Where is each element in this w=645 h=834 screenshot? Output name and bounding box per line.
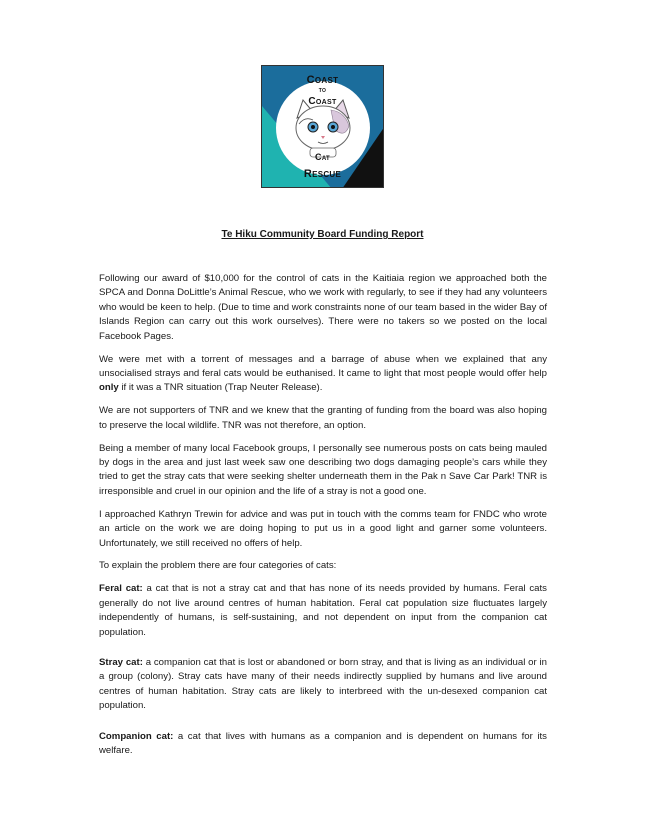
term-companion-cat: Companion cat: bbox=[99, 730, 174, 742]
term-stray-cat: Stray cat: bbox=[99, 656, 143, 668]
logo-text-to: to bbox=[318, 87, 327, 94]
report-body bbox=[99, 272, 547, 767]
coast-to-coast-cat-rescue-logo bbox=[261, 65, 384, 188]
paragraph-abuse bbox=[99, 353, 547, 396]
paragraph-abuse-tail: if it was a TNR situation (Trap Neuter Release). bbox=[118, 382, 323, 394]
definition-feral-cat bbox=[99, 582, 547, 640]
definition-companion-cat bbox=[99, 730, 547, 759]
emphasis-only: only bbox=[99, 382, 119, 394]
paragraph-advice: I approached Kathryn Trewin for advice and was put in touch with the comms team for FNDC who wrote an article on the work we are doing hoping to put us in a good light and garner some volunteers. Unfortunately, we still received no offers of help. bbox=[99, 508, 547, 549]
logo-text-coast-2: Coast bbox=[308, 96, 337, 107]
definition-stray-cat bbox=[99, 656, 547, 714]
paragraph-facebook-groups: Being a member of many local Facebook groups, I personally see numerous posts on cats being mauled by dogs in the area and just last week saw one describing two dogs damaging people’s cars while they tried to get the stray cats that were seeking shelter underneath them in the Pak n Save Car Park! TNR is irresponsible and cruel in our opinion and the life of a stray is not a good one. bbox=[99, 442, 547, 497]
paragraph-abuse-text: We were met with a torrent of messages and a barrage of abuse when we explained that any unsocialised strays and feral cats would be euthanised. It came to light that most people would offer help bbox=[99, 353, 547, 379]
term-feral-cat: Feral cat: bbox=[99, 583, 143, 595]
logo-text-cat: Cat bbox=[315, 152, 330, 162]
def-stray-cat: a companion cat that is lost or abandoned or born stray, and that is living as an individual or in a group (colony). Stray cats have many of their needs indirectly supplied by humans and live around centres of human habitation. Stray cats are likely to interbreed with the un-desexed companion cat population. bbox=[99, 656, 547, 712]
paragraph-tnr-position: We are not supporters of TNR and we knew that the granting of funding from the board was also hoping to preserve the local wildlife. TNR was not therefore, an option. bbox=[99, 405, 547, 431]
paragraph-award: Following our award of $10,000 for the control of cats in the Kaitiaia region we approached both the SPCA and Donna DoLittle’s Animal Rescue, who we work with regularly, to see if they had any volunteers who would be keen to help. (Due to time and work constraints none of our team based in the wider Bay of Islands Region can carry out this work ourselves). There were no takers so we posted on the local Facebook Pages. bbox=[99, 273, 547, 342]
paragraph-categories-intro: To explain the problem there are four categories of cats: bbox=[99, 560, 337, 572]
report-title: Te Hiku Community Board Funding Report bbox=[221, 229, 424, 240]
def-feral-cat: a cat that is not a stray cat and that has none of its needs provided by humans. Feral cats generally do not live around centres of human habitation. Feral cat population size fluctuates largely independently of humans, is self-sustaining, and not dependent on input from the companion cat population. bbox=[99, 583, 547, 638]
def-companion-cat: a cat that lives with humans as a companion and is dependent on humans for its welfare. bbox=[99, 730, 547, 756]
logo-text-coast: Coast bbox=[306, 74, 339, 86]
logo-text-rescue: Rescue bbox=[303, 168, 342, 180]
